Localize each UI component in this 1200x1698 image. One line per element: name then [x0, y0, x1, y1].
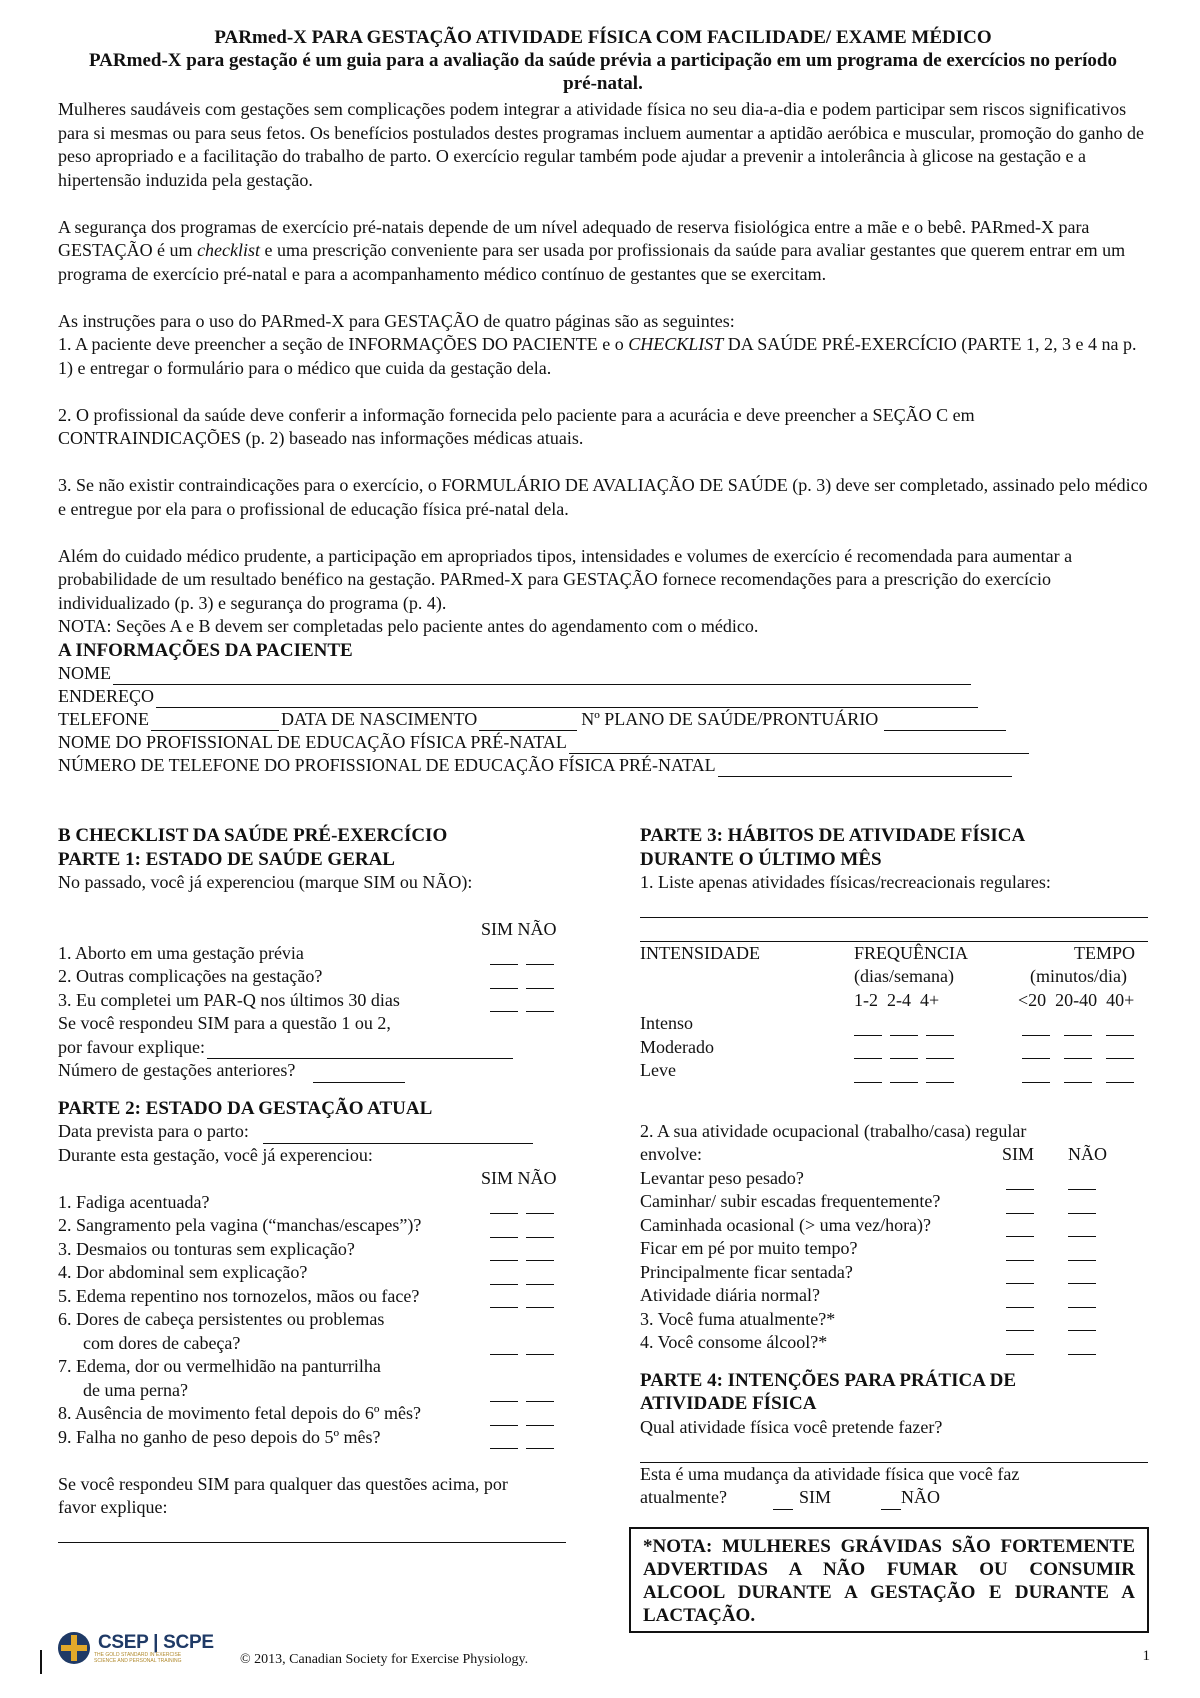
occ-no[interactable]	[1068, 1316, 1096, 1331]
part4-yes-check[interactable]	[773, 1495, 793, 1510]
left-column	[58, 824, 573, 1543]
part1-prev-label: Número de gestações anteriores?	[58, 1060, 296, 1080]
phone-row	[58, 708, 1148, 731]
part2-q6-label: com dores de cabeça?	[83, 1332, 241, 1353]
csep-emblem-icon	[58, 1632, 90, 1664]
occ-no[interactable]	[1068, 1246, 1096, 1261]
prof-phone-field[interactable]	[718, 760, 1012, 777]
freq-2-4-check[interactable]	[890, 1021, 918, 1036]
part2-q2-no[interactable]	[526, 1223, 554, 1238]
part2-due-label: Data prevista para o parto:	[58, 1121, 249, 1141]
intro-p3-1a: 1. A paciente deve preencher a seção de INFORMAÇÕES DO PACIENTE e o	[58, 334, 629, 354]
part3-occ-line1: 2. A sua atividade ocupacional (trabalho/casa) regular	[640, 1120, 1027, 1141]
part2-q8-yes[interactable]	[490, 1411, 518, 1426]
part2-q9-yes[interactable]	[490, 1434, 518, 1449]
prof-phone-label: NÚMERO DE TELEFONE DO PROFISSIONAL DE EDUCAÇÃO FÍSICA PRÉ-NATAL	[58, 754, 716, 775]
time-20-40-check[interactable]	[1064, 1044, 1092, 1059]
intro-p1: Mulheres saudáveis com gestações sem complicações podem integrar a atividade física no seu dia-a-dia e podem participar sem riscos significativos para si mesmas ou para seus fetos. Os benefícios postulados destes programas incluem aumentar a aptidão aeróbica e muscular, promoção do ganho de peso apropriado e a facilitação do trabalho de parto. O exercício regular também pode ajudar a prevenir a intolerância à glicose na gestação e a hipertensão induzida pela gestação.	[58, 99, 1144, 190]
occ-no[interactable]	[1068, 1340, 1096, 1355]
intro-p2-italic: checklist	[197, 240, 261, 260]
part2-q2-label: 2. Sangramento pela vagina (“manchas/escapes”)?	[58, 1215, 422, 1235]
part3-heading: PARTE 3: HÁBITOS DE ATIVIDADE FÍSICA	[640, 825, 1026, 846]
part1-heading: PARTE 1: ESTADO DE SAÚDE GERAL	[58, 848, 395, 870]
time-20-40-check[interactable]	[1064, 1068, 1092, 1083]
occ-no[interactable]	[1068, 1293, 1096, 1308]
occ-no[interactable]	[1068, 1222, 1096, 1237]
part2-due-field[interactable]	[263, 1127, 533, 1144]
part4-change-line1: Esta é uma mudança da atividade física que você faz	[640, 1463, 1020, 1484]
document-page	[58, 26, 1148, 777]
occ-item	[640, 1214, 1150, 1238]
part3-freq-opts: 1-2 2-4 4+	[854, 989, 940, 1010]
page-subtitle: PARmed-X para gestação é um guia para a avaliação da saúde prévia a participação em um programa de exercícios no período pré-natal.	[88, 50, 1117, 94]
part2-q9	[58, 1426, 573, 1450]
part2-q8	[58, 1402, 573, 1426]
freq-4plus-check[interactable]	[926, 1021, 954, 1036]
part1-q1-yes[interactable]	[490, 950, 518, 965]
section-a-heading: A INFORMAÇÕES DA PACIENTE	[58, 639, 353, 661]
part2-q1-yes[interactable]	[490, 1199, 518, 1214]
intro-p2-b: e uma prescrição conveniente para ser usada por profissionais da saúde para avaliar gestantes que querem entrar em um programa de exercício pré-natal e para a acompanhamento médico contínuo de gestantes que se exercitam.	[58, 240, 1126, 284]
dob-label: DATA DE NASCIMENTO	[280, 708, 478, 729]
part3-time-label: TEMPO	[1074, 942, 1136, 963]
phone-field[interactable]	[151, 714, 279, 731]
part2-q2-yes[interactable]	[490, 1223, 518, 1238]
part2-q9-label: 9. Falha no ganho de peso depois do 5º mês?	[58, 1426, 381, 1447]
address-row	[58, 685, 1148, 708]
part2-q3-yes[interactable]	[490, 1246, 518, 1261]
occ-yes[interactable]	[1006, 1269, 1034, 1284]
part3-row-intense	[640, 1012, 1150, 1036]
occ-yes[interactable]	[1006, 1175, 1034, 1190]
name-field[interactable]	[113, 668, 971, 685]
part2-yes-no-label: SIM NÃO	[481, 1168, 557, 1188]
part2-q6-line1: 6. Dores de cabeça persistentes ou problemas	[58, 1309, 385, 1329]
part1-q1-no[interactable]	[526, 950, 554, 965]
part3-activity-field-2[interactable]	[640, 925, 1148, 942]
time-40plus-check[interactable]	[1106, 1021, 1134, 1036]
occ-item	[640, 1284, 1150, 1308]
part2-q8-label: 8. Ausência de movimento fetal depois do 6º mês?	[58, 1403, 421, 1423]
dob-field[interactable]	[479, 714, 577, 731]
name-row	[58, 662, 1148, 685]
health-plan-label: Nº PLANO DE SAÚDE/PRONTUÁRIO	[581, 708, 879, 729]
occ-item-label: Atividade diária normal?	[640, 1285, 820, 1305]
warning-note-text: *NOTA: MULHERES GRÁVIDAS SÃO FORTEMENTE ADVERTIDAS A NÃO FUMAR OU CONSUMIR ALCOOL DURANTE A GESTAÇÃO E DURANTE A LACTAÇÃO.	[643, 1536, 1135, 1626]
part2-explain-row	[58, 1520, 573, 1544]
part1-yes-no-header	[58, 918, 573, 942]
part2-q7-yes[interactable]	[490, 1387, 518, 1402]
logo-sub-2: SCIENCE AND PERSONAL TRAINING	[94, 1657, 182, 1664]
part2-explain-line2: favor explique:	[58, 1497, 168, 1517]
right-column	[640, 824, 1150, 1626]
part3-no-label: NÃO	[1068, 1144, 1107, 1164]
part1-explain-line1: Se você respondeu SIM para a questão 1 ou 2,	[58, 1013, 391, 1033]
part3-activity-line2	[640, 918, 1150, 942]
part2-q7	[58, 1379, 573, 1403]
part1-q1-label: 1. Aborto em uma gestação prévia	[58, 942, 304, 963]
warning-note-box	[629, 1527, 1149, 1633]
part4-no-label: NÃO	[900, 1487, 940, 1507]
time-lt20-check[interactable]	[1022, 1044, 1050, 1059]
occ-item-label: Levantar peso pesado?	[640, 1167, 804, 1188]
part3-row-light	[640, 1059, 1150, 1083]
occ-yes[interactable]	[1006, 1222, 1034, 1237]
freq-2-4-check[interactable]	[890, 1068, 918, 1083]
freq-1-2-check[interactable]	[854, 1068, 882, 1083]
part1-q1	[58, 942, 573, 966]
part2-yes-no-header	[58, 1167, 573, 1191]
occ-item	[640, 1308, 1150, 1332]
page-number: 1	[1142, 1648, 1150, 1664]
part2-q5-label: 5. Edema repentino nos tornozelos, mãos ou face?	[58, 1285, 420, 1306]
part1-prev-row	[58, 1059, 573, 1083]
part2-q1-no[interactable]	[526, 1199, 554, 1214]
health-plan-field[interactable]	[884, 714, 1006, 731]
part4-answer-row	[640, 1439, 1150, 1463]
part1-explain-label: por favour explique:	[58, 1036, 205, 1057]
part3-time-unit: (minutos/dia)	[1030, 966, 1127, 986]
part3-yes-label: SIM	[1002, 1144, 1035, 1164]
intro-p3: As instruções para o uso do PARmed-X para GESTAÇÃO de quatro páginas são as seguintes:	[58, 310, 735, 331]
part1-explain-field[interactable]	[207, 1042, 513, 1059]
logo-text: CSEP | SCPE	[98, 1631, 214, 1653]
occ-item-label: Caminhada ocasional (> uma vez/hora)?	[640, 1214, 932, 1235]
footer	[40, 1632, 1150, 1676]
prof-name-field[interactable]	[569, 737, 1029, 754]
freq-2-4-check[interactable]	[890, 1044, 918, 1059]
occ-item	[640, 1237, 1150, 1261]
part2-q8-no[interactable]	[526, 1411, 554, 1426]
part-b-heading: B CHECKLIST DA SAÚDE PRÉ-EXERCÍCIO	[58, 825, 448, 846]
occ-item-label: 4. Você consome álcool?*	[640, 1332, 828, 1352]
part3-occ-header	[640, 1143, 1150, 1167]
part3-table-opts	[640, 989, 1150, 1013]
time-lt20-check[interactable]	[1022, 1021, 1050, 1036]
part2-q1-label: 1. Fadiga acentuada?	[58, 1191, 210, 1212]
intro-p2	[58, 216, 1148, 287]
freq-4plus-check[interactable]	[926, 1068, 954, 1083]
part3-table-header	[640, 942, 1150, 966]
part2-q4-yes[interactable]	[490, 1270, 518, 1285]
phone-label: TELEFONE	[58, 708, 149, 729]
part2-q4-no[interactable]	[526, 1270, 554, 1285]
part4-yes-label: SIM	[798, 1487, 831, 1507]
part2-explain-line1: Se você respondeu SIM para qualquer das questões acima, por	[58, 1473, 508, 1494]
occ-no[interactable]	[1068, 1199, 1096, 1214]
part2-q6-no[interactable]	[526, 1340, 554, 1355]
intro-p6: Além do cuidado médico prudente, a participação em apropriados tipos, intensidades e volumes de exercício é recomendada para aumentar a probabilidade de um resultado benéfico na gestação. PARmed-X para GESTAÇÃO fornece recomendações para a prescrição do exercício individualizado (p. 3) e segurança do programa (p. 4).	[58, 545, 1073, 613]
part3-row-label: Leve	[640, 1060, 676, 1080]
part3-activity-line1	[640, 895, 1150, 919]
part4-answer-field[interactable]	[640, 1446, 1148, 1463]
intro-p3-1b: DA SAÚDE PRÉ-EXERCÍCIO (PARTE 1, 2, 3 e 4 na p. 1) e entregar o formulário para o médico que cuida da gestação dela.	[58, 334, 1137, 378]
part2-during: Durante esta gestação, você já experenciou:	[58, 1144, 373, 1165]
part4-heading: PARTE 4: INTENÇÕES PARA PRÁTICA DE	[640, 1369, 1017, 1391]
part4-question: Qual atividade física você pretende fazer?	[640, 1416, 943, 1437]
part1-q3-yes[interactable]	[490, 997, 518, 1012]
freq-4plus-check[interactable]	[926, 1044, 954, 1059]
logo-sub-1: THE GOLD STANDARD IN EXERCISE	[94, 1651, 182, 1658]
part2-q3-label: 3. Desmaios ou tonturas sem explicação?	[58, 1238, 355, 1259]
address-field[interactable]	[156, 691, 978, 708]
part1-yes-no-label: SIM NÃO	[481, 919, 557, 939]
intro-p3-1	[58, 333, 1148, 380]
part2-q3	[58, 1238, 573, 1262]
time-40plus-check[interactable]	[1106, 1044, 1134, 1059]
intro-note: NOTA: Seções A e B devem ser completadas pelo paciente antes do agendamento com o médico.	[58, 616, 759, 636]
part3-table-units	[640, 965, 1150, 989]
intro-p3-1-italic: CHECKLIST	[628, 334, 724, 354]
part2-q2	[58, 1214, 573, 1238]
part3-freq-unit: (dias/semana)	[854, 966, 954, 986]
occ-item	[640, 1190, 1150, 1214]
part2-q9-no[interactable]	[526, 1434, 554, 1449]
occ-item-label: Caminhar/ subir escadas frequentemente?	[640, 1191, 941, 1211]
freq-1-2-check[interactable]	[854, 1044, 882, 1059]
occ-item	[640, 1167, 1150, 1191]
part2-q6-yes[interactable]	[490, 1340, 518, 1355]
time-lt20-check[interactable]	[1022, 1068, 1050, 1083]
intro-p2-a: A segurança dos programas de exercício pré-natais depende de um nível adequado de reserva fisiológica entre a mãe e o bebê. PARmed-X para GESTAÇÃO é um	[58, 216, 1090, 260]
occ-item-label: Principalmente ficar sentada?	[640, 1261, 853, 1282]
part1-q2	[58, 965, 573, 989]
part3-instruction: 1. Liste apenas atividades físicas/recreacionais regulares:	[640, 872, 1051, 892]
part2-q6	[58, 1332, 573, 1356]
part1-q3	[58, 989, 573, 1013]
part2-q4-label: 4. Dor abdominal sem explicação?	[58, 1262, 308, 1282]
intro-p4: 2. O profissional da saúde deve conferir a informação fornecida pelo paciente para a acurácia e deve preencher a SEÇÃO C em CONTRAINDICAÇÕES (p. 2) baseado nas informações médicas atuais.	[58, 404, 975, 448]
csep-logo	[58, 1632, 214, 1664]
occ-yes[interactable]	[1006, 1293, 1034, 1308]
part2-explain-field[interactable]	[58, 1526, 566, 1543]
part3-occ-line2: envolve:	[640, 1144, 702, 1164]
part3-row-label: Moderado	[640, 1036, 714, 1057]
intro-p5: 3. Se não existir contraindicações para o exercício, o FORMULÁRIO DE AVALIAÇÃO DE SAÚDE (p. 3) deve ser completado, assinado pelo médico e entregue por ela para o profissional de educação física pré-natal dela.	[58, 475, 1148, 519]
part1-q2-yes[interactable]	[490, 974, 518, 989]
footer-divider	[40, 1650, 42, 1674]
prof-name-label: NOME DO PROFISSIONAL DE EDUCAÇÃO FÍSICA PRÉ-NATAL	[58, 731, 567, 752]
part1-q2-no[interactable]	[526, 974, 554, 989]
part1-prev-field[interactable]	[313, 1066, 405, 1083]
part2-due-row	[58, 1120, 573, 1144]
part3-activity-field-1[interactable]	[640, 901, 1148, 918]
occ-yes[interactable]	[1006, 1199, 1034, 1214]
intro-text	[58, 98, 1148, 639]
part2-q4	[58, 1261, 573, 1285]
part2-heading: PARTE 2: ESTADO DA GESTAÇÃO ATUAL	[58, 1097, 433, 1119]
occ-yes[interactable]	[1006, 1340, 1034, 1355]
part2-q7-label: de uma perna?	[83, 1379, 188, 1400]
prof-phone-row	[58, 754, 1148, 777]
part1-q2-label: 2. Outras complicações na gestação?	[58, 966, 323, 986]
part2-q5-no[interactable]	[526, 1293, 554, 1308]
part3-heading-2: DURANTE O ÚLTIMO MÊS	[640, 848, 882, 870]
part4-change-label: atualmente?	[640, 1487, 727, 1507]
occ-no[interactable]	[1068, 1269, 1096, 1284]
name-label: NOME	[58, 662, 111, 683]
part3-row-label: Intenso	[640, 1013, 693, 1033]
occ-no[interactable]	[1068, 1175, 1096, 1190]
copyright: © 2013, Canadian Society for Exercise Physiology.	[240, 1652, 529, 1667]
part1-explain-row	[58, 1036, 573, 1060]
part3-frequency-label: FREQUÊNCIA	[854, 942, 969, 963]
prof-name-row	[58, 731, 1148, 754]
occ-yes[interactable]	[1006, 1246, 1034, 1261]
part2-q5-yes[interactable]	[490, 1293, 518, 1308]
part2-q7-line1: 7. Edema, dor ou vermelhidão na panturrilha	[58, 1356, 381, 1376]
part4-no-check[interactable]	[881, 1495, 901, 1510]
occ-item	[640, 1261, 1150, 1285]
part4-change-row	[640, 1486, 1150, 1510]
part1-q3-label: 3. Eu completei um PAR-Q nos últimos 30 dias	[58, 989, 400, 1010]
freq-1-2-check[interactable]	[854, 1021, 882, 1036]
part3-row-moderate	[640, 1036, 1150, 1060]
page-title: PARmed-X PARA GESTAÇÃO ATIVIDADE FÍSICA COM FACILIDADE/ EXAME MÉDICO	[214, 27, 992, 48]
part2-q7-no[interactable]	[526, 1387, 554, 1402]
time-20-40-check[interactable]	[1064, 1021, 1092, 1036]
part2-q3-no[interactable]	[526, 1246, 554, 1261]
time-40plus-check[interactable]	[1106, 1068, 1134, 1083]
part3-intensity-label: INTENSIDADE	[640, 942, 760, 963]
occ-item	[640, 1331, 1150, 1355]
part4-heading-2: ATIVIDADE FÍSICA	[640, 1393, 817, 1414]
part3-time-opts: <20 20-40 40+	[1018, 989, 1135, 1010]
occ-item-label: Ficar em pé por muito tempo?	[640, 1238, 858, 1258]
part2-q5	[58, 1285, 573, 1309]
address-label: ENDEREÇO	[58, 685, 154, 706]
part1-q3-no[interactable]	[526, 997, 554, 1012]
part1-instruction: No passado, você já experenciou (marque SIM ou NÃO):	[58, 872, 473, 892]
occ-yes[interactable]	[1006, 1316, 1034, 1331]
part2-q1	[58, 1191, 573, 1215]
occ-item-label: 3. Você fuma atualmente?*	[640, 1308, 836, 1329]
